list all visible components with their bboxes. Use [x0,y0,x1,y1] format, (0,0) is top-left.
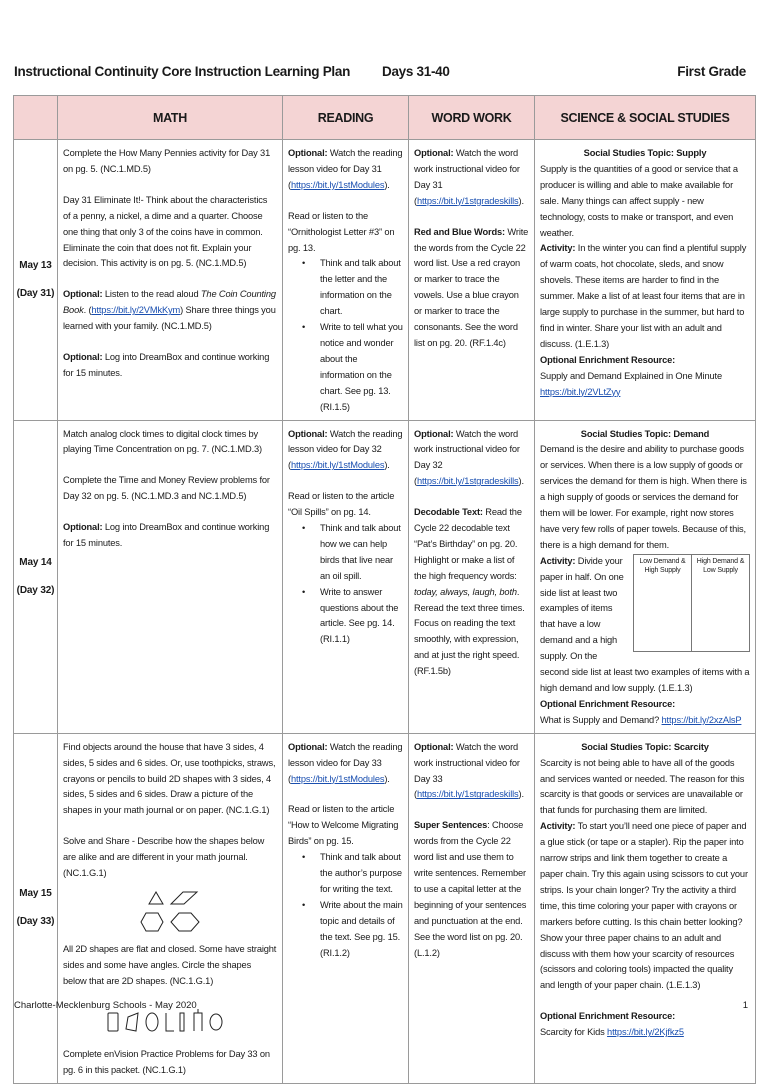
task-text: Write the words from the Cycle 22 word list. Use a red crayon or marker to trace the vowels. Use a blue crayon or marker to trace the consonants. See the word list on pg. 20. (RF.1.4c) [414,226,529,348]
optional-label: Optional: [414,741,454,752]
math-task: Complete enVision Practice Problems for Day 33 on pg. 6 in this packet. (NC.1.G.1) [63,1048,270,1075]
math-task: Optional: Listen to the read aloud The Coin Counting Book. (https://bit.ly/2VMkKym) Share three things you learned with your family. (NC.1.MD.5) [63,289,276,332]
parallelogram-shape [171,892,197,904]
row-day: (Day 33) [16,916,55,928]
activity-label: Super Sentences [414,820,488,831]
optional-label: Optional: [63,352,103,363]
optional-label: Optional: [414,148,454,158]
thin-rectangle-shape [180,1013,184,1031]
task-text: Share three things you learned with your family. (NC.1.MD.5) [63,305,276,332]
word-work-cell [409,140,535,421]
reading-task: Optional: Watch the reading lesson video for Day 31 (https://bit.ly/1stModules). [288,148,403,190]
learning-plan-table [13,95,756,1084]
math-task [63,520,277,552]
column-header-math: MATH [58,96,283,140]
optional-label: Optional: [288,148,328,158]
optional-label: Optional: [288,741,328,752]
column-header-word-work: WORD WORK [409,96,535,140]
resource-link[interactable]: https://bit.ly/2VLtZyy [540,386,621,397]
topic-description: Scarcity is not being able to have all of the goods and services wanted or needed. The reason for this scarcity is that goods or services are unavailable or that funds for purchasing them are limited. [540,757,745,816]
reading-bullets [288,850,403,961]
task-text: Watch the word work instructional video for Day 32 [414,428,520,471]
chart-column-right: High Demand & Low Supply [691,555,749,651]
column-header-reading: READING [283,96,409,140]
footer-source: Charlotte-Mecklenburg Schools - May 2020 [14,1000,197,1011]
task-text: Watch the reading lesson video for Day 33 [288,741,403,768]
reading-task: Read or listen to the “Ornithologist Letter #3” on pg. 13. [288,210,395,253]
enrichment-label: Optional Enrichment Resource: [540,1011,676,1022]
task-text: Watch the word work instructional video for Day 33 [414,741,520,784]
enrichment-label: Optional Enrichment Resource: [540,698,676,709]
activity-text [540,241,750,352]
book-title: The Coin Counting Book [63,289,276,316]
word-work-cell [409,420,535,733]
word-task: Optional: Watch the word work instructional video for Day 31 (https://bit.ly/1stgradeskills). [414,148,524,206]
reading-task: Read or listen to the article “How to Welcome Migrating Birds” on pg. 15. [288,804,399,847]
task-text: : Choose words from the Cycle 22 word list and use them to write sentences. Remember to use a capital letter at the beginning of your sentences and punctuation at the end. See the word list on pg. 20. (L.1.2) [414,820,527,958]
row-date: May 15 [19,888,52,900]
hf-words: today, always, laugh, both [414,586,517,597]
math-cell [58,733,283,1083]
list-item: • Think and talk about the author’s purpose for writing the text. [288,850,403,898]
list-item: • Write to answer questions about the article. See pg. 14. (RI.1.1) [288,585,403,649]
enrichment-title: Scarcity for Kids [540,1027,608,1038]
task-text: Watch the word work instructional video for Day 31 [414,148,520,190]
task-text: To start you’ll need one piece of paper and a glue stick (or tape or a stapler). Rip the paper into narrow strips and link them together to create a paper chain. Try this again using scissors to cut your strips. Is your chain longer? Try the activity a third time, this time coloring your paper with crayons or markers before cutting. Is this chain better looking? Show your three paper chains to an adult and discuss with them how your scarcity of resources (scissors and coloring tools) impacted the quality and length of your paper chain. (1.E.1.3) [540,821,748,991]
resource-link[interactable]: https://bit.ly/2xzAlsP [661,714,742,725]
task-text: Log into DreamBox and continue working for 15 minutes. [63,352,270,378]
list-item: • Think and talk about how we can help birds that live near an oil spill. [288,521,403,585]
enrichment-label: Optional Enrichment Resource: [540,354,676,365]
resource-link[interactable]: https://bit.ly/1stModules [290,460,385,471]
reading-task: Read or listen to the article “Oil Spills” on pg. 14. [288,491,395,518]
optional-label: Optional: [414,428,454,439]
demand-supply-chart [633,554,750,652]
activity-text [540,819,750,994]
enrichment-title: Supply and Demand Explained in One Minute [540,370,722,381]
reading-task: Optional: Watch the reading lesson video for Day 32 (https://bit.ly/1stModules). [288,428,403,471]
task-text: . [83,305,87,316]
reading-cell [283,140,409,421]
task-text: In the winter you can find a plentiful supply of warm coats, hot chocolate, sleds, and snow shovels. These items are harder to find in the summer. Make a list of at least four items that are in large supply to purchase in the summer, but hard to find in winter. Share your list with an adult and discuss. (1.E.1.3) [540,243,747,349]
science-cell [535,420,756,733]
activity-label: Red and Blue Words: [414,226,505,237]
row-date: May 14 [19,556,52,568]
shapes-figure [63,882,277,942]
optional-label: Optional: [63,289,103,300]
enrichment-title: What is Supply and Demand? [540,714,662,725]
resource-link[interactable]: https://bit.ly/2VMkKym [91,305,181,316]
day-cell [14,733,58,1083]
row-date: May 13 [19,259,52,271]
activity-text [540,554,750,697]
rectangle-shape [108,1013,118,1031]
topic-description: Supply is the quantities of a good or service that a producer is willing and able to make available for sale. Many things can affect supply - new technology, costs to make or transport, and even weather. [540,163,738,238]
resource-link[interactable]: https://bit.ly/1stModules [290,179,385,190]
shapes-illustration [63,882,277,942]
reading-cell [283,420,409,733]
open-shape [166,1013,174,1031]
list-item: • Write about the main topic and details of the text. See pg. 15. (RI.1.2) [288,898,403,962]
math-task: Day 31 Eliminate It!- Think about the characteristics of a penny, a nickel, a dime and a quarter. Choose one thing that only 3 of the coins have in common. Eliminate the coin that does not fit. Explain your decision. This activity is on pg. 5. (NC.1.MD.5) [63,194,268,269]
topic-title: Social Studies Topic: Supply [583,148,707,158]
task-text: Watch the reading lesson video for Day 31 [288,148,403,174]
resource-link[interactable]: https://bit.ly/1stgradeskills [416,476,519,487]
column-header-row [14,96,756,140]
grade-label: First Grade [677,64,746,79]
activity-label: Activity: [540,555,576,566]
task-text: Read the Cycle 22 decodable text “Pat’s Birthday” on pg. 20. Highlight or make a list of the high frequency words: [414,507,522,581]
math-task: Find objects around the house that have 3 sides, 4 sides, 5 sides and 6 sides. Or, use toothpicks, straws, crayons or pencils to build 2D shapes with 3 sides, 4 sides, 5 sides and 6 sides. Draw a picture of the shapes in your math journal or on paper. (NC.1.G.1) [63,741,276,816]
reading-bullets [288,256,403,415]
list-item: • Write to tell what you notice and wonder about the information on the chart. See pg. 13. (RI.1.5) [288,320,403,415]
task-text: Divide your paper in half. On one side list at least two examples of items that have a low demand and a high supply. On the second side list at least two examples of items with a high demand and low supply. (1.E.1.3) [540,555,750,693]
math-task [63,350,277,382]
activity-label: Activity: [540,821,576,832]
task-text: Log into DreamBox and continue working for 15 minutes. [63,522,270,549]
circle-shape [210,1014,222,1030]
table-row [14,420,756,733]
enrichment-line [540,713,750,729]
optional-label: Optional: [288,428,328,439]
hexagon-shape [171,913,199,931]
triangle-shape [149,892,163,904]
topic-title: Social Studies Topic: Scarcity [581,741,709,752]
word-task [414,818,529,961]
plan-title: Instructional Continuity Core Instruction Learning Plan [14,64,351,79]
task-text: Watch the reading lesson video for Day 32 [288,428,403,455]
corner-cell [14,96,58,140]
enrichment-line [540,1025,750,1041]
word-task [414,505,529,680]
math-task: Complete the How Many Pennies activity for Day 31 on pg. 5. (NC.1.MD.5) [63,148,271,174]
reading-bullets [288,521,403,648]
resource-link[interactable]: https://bit.ly/1stgradeskills [416,789,519,800]
list-item: • Think and talk about the letter and the information on the chart. [288,256,403,320]
task-text: Listen to the read aloud [102,289,201,300]
table-row [14,733,756,1083]
day-cell [14,420,58,733]
math-cell [58,420,283,733]
row-day: (Day 31) [16,287,55,299]
math-task: Solve and Share - Describe how the shapes below are alike and are different in your math journal. (NC.1.G.1) [63,836,265,879]
task-text: . Reread the text three times. Focus on reading the text smoothly, with expression, and at just the right speed. (RF.1.5b) [414,586,525,677]
topic-description: Demand is the desire and ability to purchase goods or services. When there is a low supply of goods or services the demand for them is high. When there is a high supply of goods or services the demand for them will be lower. For example, right now stores have very few rolls of paper towels. Because of this, there is a high demand for them. [540,444,747,550]
day-cell [14,140,58,421]
resource-link[interactable]: https://bit.ly/2Kjfkz5 [607,1027,684,1038]
oval-shape [146,1013,158,1031]
hexagon-shape [141,913,163,931]
resource-link[interactable]: https://bit.ly/1stgradeskills [416,195,519,206]
days-range: Days 31-40 [382,64,450,79]
optional-label: Optional: [63,522,103,533]
math-task: Match analog clock times to digital clock times by playing Time Concentration on pg. 7. (NC.1.MD.3) [63,428,262,455]
column-header-science: SCIENCE & SOCIAL STUDIES [535,96,756,140]
word-task: Optional: Watch the word work instructional video for Day 33 (https://bit.ly/1stgradeskills). [414,741,524,800]
reading-task: Optional: Watch the reading lesson video for Day 33 (https://bit.ly/1stModules). [288,741,403,784]
resource-link[interactable]: https://bit.ly/1stModules [290,773,385,784]
page-number: 1 [742,1000,748,1011]
word-work-cell [409,733,535,1083]
row-day: (Day 32) [16,584,55,596]
quad-shape [126,1013,138,1031]
reading-cell [283,733,409,1083]
science-cell [535,733,756,1083]
math-task: Complete the Time and Money Review problems for Day 32 on pg. 5. (NC.1.MD.3 and NC.1.MD.5) [63,475,270,502]
topic-title: Social Studies Topic: Demand [580,428,710,439]
word-task [414,225,529,352]
table-row [14,140,756,421]
arch-shape [194,1009,202,1031]
word-task: Optional: Watch the word work instructional video for Day 32 (https://bit.ly/1stgradeskills). [414,428,524,487]
activity-label: Decodable Text: [414,507,483,518]
science-cell [535,140,756,421]
math-task: All 2D shapes are flat and closed. Some have straight sides and some have angles. Circle the shapes below that are 2D shapes. (NC.1.G.1) [63,943,277,986]
chart-column-left: Low Demand & High Supply [639,557,686,574]
math-cell [58,140,283,421]
activity-label: Activity: [540,243,576,254]
